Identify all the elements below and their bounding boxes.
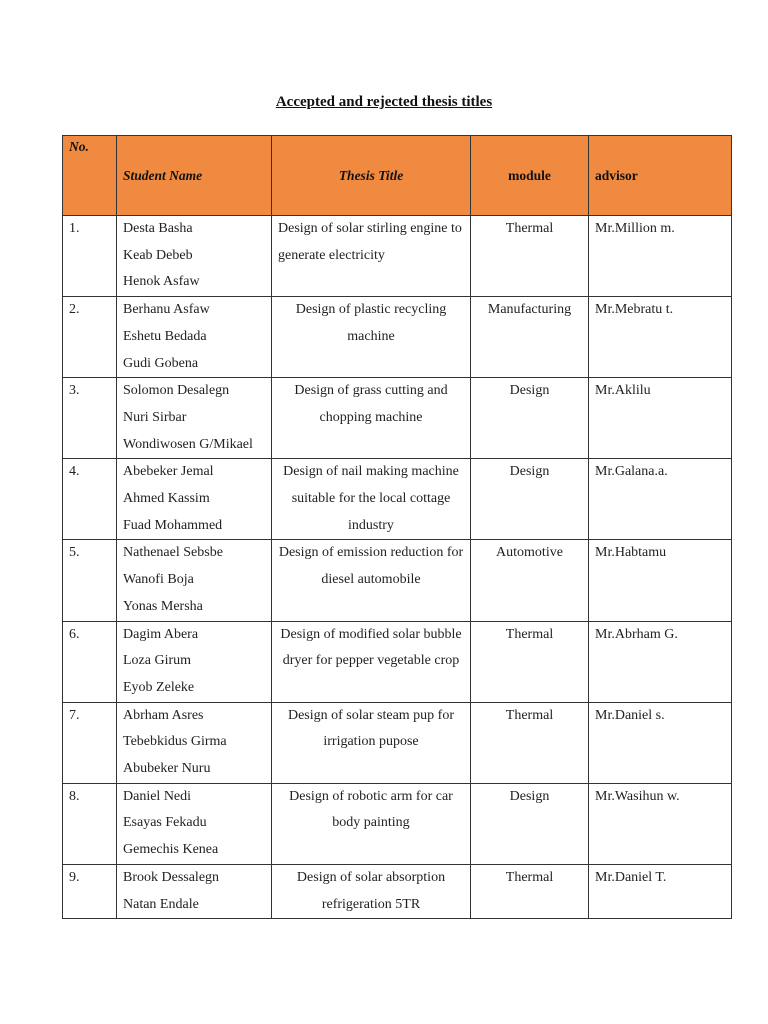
module-cell: Thermal bbox=[471, 216, 589, 297]
advisor-cell: Mr.Aklilu bbox=[589, 378, 732, 459]
student-name: Eyob Zeleke bbox=[123, 679, 195, 695]
advisor-cell: Mr.Daniel T. bbox=[589, 864, 732, 918]
student-name: Abrham Asres bbox=[123, 707, 204, 723]
student-name: Ahmed Kassim bbox=[123, 491, 210, 507]
student-name: Natan Endale bbox=[123, 896, 199, 912]
thesis-title-cell: Design of solar stirling engine to generate electricity bbox=[272, 216, 471, 297]
row-number: 7. bbox=[63, 702, 117, 783]
student-names-cell bbox=[117, 864, 272, 918]
student-name: Wanofi Boja bbox=[123, 572, 194, 588]
advisor-cell: Mr.Habtamu bbox=[589, 540, 732, 621]
student-name: Nuri Sirbar bbox=[123, 409, 187, 425]
table-row bbox=[63, 621, 732, 702]
student-name: Esayas Fekadu bbox=[123, 815, 207, 831]
row-number: 2. bbox=[63, 297, 117, 378]
student-name: Daniel Nedi bbox=[123, 788, 192, 804]
advisor-cell: Mr.Million m. bbox=[589, 216, 732, 297]
student-name: Desta Basha bbox=[123, 221, 193, 236]
module-cell: Design bbox=[471, 378, 589, 459]
header-student-name: Student Name bbox=[117, 136, 272, 216]
student-name: Nathenael Sebsbe bbox=[123, 545, 223, 561]
student-name: Abebeker Jemal bbox=[123, 464, 214, 480]
table-row bbox=[63, 459, 732, 540]
advisor-cell: Mr.Galana.a. bbox=[589, 459, 732, 540]
student-name: Gemechis Kenea bbox=[123, 842, 219, 858]
student-names-cell bbox=[117, 378, 272, 459]
student-names-cell bbox=[117, 702, 272, 783]
thesis-title-cell: Design of modified solar bubble dryer for pepper vegetable crop bbox=[272, 621, 471, 702]
student-names-cell bbox=[117, 783, 272, 864]
student-name: Loza Girum bbox=[123, 653, 192, 669]
table-row bbox=[63, 783, 732, 864]
student-name: Abubeker Nuru bbox=[123, 761, 211, 777]
student-names-cell bbox=[117, 540, 272, 621]
table-row bbox=[63, 216, 732, 297]
header-thesis-title: Thesis Title bbox=[272, 136, 471, 216]
student-names-cell bbox=[117, 621, 272, 702]
thesis-title-cell: Design of emission reduction for diesel automobile bbox=[272, 540, 471, 621]
table-row bbox=[63, 702, 732, 783]
student-name: Henok Asfaw bbox=[123, 274, 200, 290]
module-cell: Thermal bbox=[471, 702, 589, 783]
student-name: Brook Dessalegn bbox=[123, 869, 220, 885]
document-title: Accepted and rejected thesis titles bbox=[275, 94, 493, 110]
module-cell: Automotive bbox=[471, 540, 589, 621]
student-name: Berhanu Asfaw bbox=[123, 302, 210, 318]
thesis-title-cell: Design of grass cutting and chopping machine bbox=[272, 378, 471, 459]
table-row bbox=[63, 864, 732, 918]
row-number: 5. bbox=[63, 540, 117, 621]
student-name: Gudi Gobena bbox=[123, 355, 199, 371]
header-advisor: advisor bbox=[589, 136, 732, 216]
table-header-row bbox=[63, 136, 732, 216]
module-cell: Design bbox=[471, 783, 589, 864]
student-name: Tebebkidus Girma bbox=[123, 734, 227, 750]
advisor-cell: Mr.Wasihun w. bbox=[589, 783, 732, 864]
row-number: 1. bbox=[63, 216, 117, 297]
thesis-title-cell: Design of plastic recycling machine bbox=[272, 297, 471, 378]
header-no: No. bbox=[63, 136, 117, 216]
advisor-cell: Mr.Mebratu t. bbox=[589, 297, 732, 378]
module-cell: Design bbox=[471, 459, 589, 540]
student-name: Keab Debeb bbox=[123, 247, 193, 263]
row-number: 4. bbox=[63, 459, 117, 540]
advisor-cell: Mr.Daniel s. bbox=[589, 702, 732, 783]
thesis-title-cell: Design of solar absorption refrigeration 5TR bbox=[272, 864, 471, 918]
table-row bbox=[63, 378, 732, 459]
student-name: Dagim Abera bbox=[123, 626, 199, 642]
row-number: 6. bbox=[63, 621, 117, 702]
thesis-table bbox=[62, 135, 732, 919]
table-row bbox=[63, 297, 732, 378]
module-cell: Thermal bbox=[471, 621, 589, 702]
student-names-cell bbox=[117, 459, 272, 540]
row-number: 9. bbox=[63, 864, 117, 918]
student-name: Eshetu Bedada bbox=[123, 328, 207, 344]
row-number: 3. bbox=[63, 378, 117, 459]
student-names-cell bbox=[117, 216, 272, 297]
student-name: Wondiwosen G/Mikael bbox=[123, 436, 253, 452]
table-row bbox=[63, 540, 732, 621]
module-cell: Manufacturing bbox=[471, 297, 589, 378]
thesis-title-cell: Design of solar steam pup for irrigation pupose bbox=[272, 702, 471, 783]
student-name: Solomon Desalegn bbox=[123, 383, 230, 399]
row-number: 8. bbox=[63, 783, 117, 864]
advisor-cell: Mr.Abrham G. bbox=[589, 621, 732, 702]
student-name: Yonas Mersha bbox=[123, 598, 203, 614]
student-names-cell bbox=[117, 297, 272, 378]
module-cell: Thermal bbox=[471, 864, 589, 918]
thesis-title-cell: Design of nail making machine suitable for the local cottage industry bbox=[272, 459, 471, 540]
student-name: Fuad Mohammed bbox=[123, 517, 223, 533]
table-body bbox=[63, 216, 732, 919]
header-module: module bbox=[471, 136, 589, 216]
thesis-title-cell: Design of robotic arm for car body painting bbox=[272, 783, 471, 864]
